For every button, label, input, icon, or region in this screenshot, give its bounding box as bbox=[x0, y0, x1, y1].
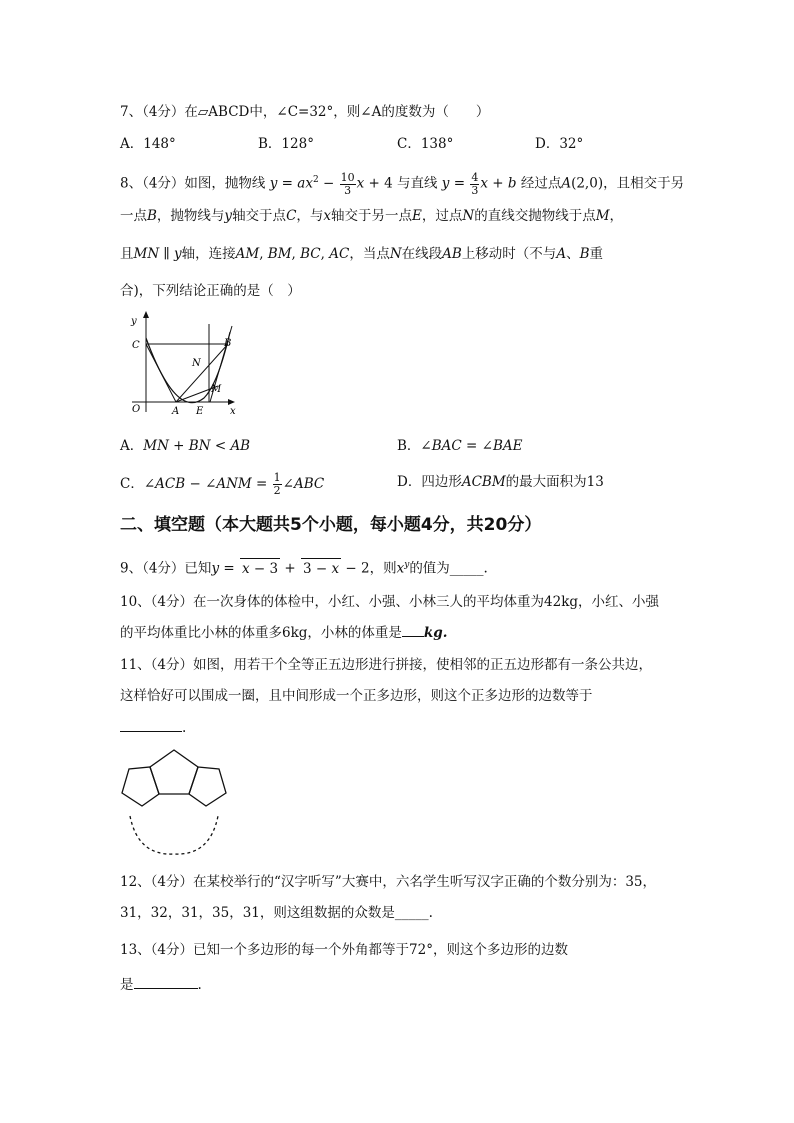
q8-option-b: B．∠BAC = ∠BAE bbox=[397, 438, 523, 454]
q11-line-2: 这样恰好可以围成一圈，且中间形成一个正多边形，则这个正多边形的边数等于 bbox=[120, 688, 593, 704]
label-n: N bbox=[192, 358, 201, 369]
q7-option-b: B．128° bbox=[258, 136, 314, 152]
dashed-arc bbox=[130, 816, 218, 854]
q9-text: 9、（4分）已知y = x − 3 + 3 − x − 2，则$x^y$的值为_____. bbox=[120, 555, 488, 579]
q7-stem: 7、（4分）在▱ABCD中，∠C=32°，则∠A的度数为（ ） bbox=[120, 104, 490, 120]
pentagon-right bbox=[189, 767, 226, 806]
q8-line-4: 合)，下列结论正确的是（ ） bbox=[120, 283, 301, 299]
q8-option-a: A．MN + BN < AB bbox=[120, 438, 251, 454]
q12-line-1: 12、（4分）在某校举行的“汉字听写”大赛中，六名学生听写汉字正确的个数分别为：35， bbox=[120, 874, 656, 890]
q12-line-2: 31，32，31，35，31，则这组数据的众数是_____. bbox=[120, 905, 433, 921]
y-axis-arrow bbox=[143, 311, 149, 318]
q8-parabola-figure bbox=[118, 308, 238, 420]
q8-option-c: C．∠ACB − ∠ANM = $\frac{1}{2}$ ∠ABC bbox=[120, 471, 325, 497]
q10-line-2: 的平均体重比小林的体重多6kg，小林的体重是 kg. bbox=[120, 625, 448, 641]
section-2-title: 二、填空题（本大题共5个小题，每小题4分，共20分） bbox=[120, 515, 542, 535]
label-y: y bbox=[131, 316, 137, 327]
q13-line-1: 13、（4分）已知一个多边形的每一个外角都等于72°，则这个多边形的边数 bbox=[120, 942, 568, 958]
label-m: M bbox=[211, 384, 222, 395]
q7-option-a: A．148° bbox=[120, 136, 176, 152]
label-c: C bbox=[132, 340, 140, 351]
q11-pentagon-figure bbox=[118, 746, 230, 858]
q7-option-d: D．32° bbox=[535, 136, 584, 152]
q8-line-2: 一点B，抛物线与y轴交于点C，与x轴交于另一点E，过点N的直线交抛物线于点M， bbox=[120, 208, 624, 224]
label-x: x bbox=[230, 406, 236, 417]
label-e: E bbox=[196, 406, 204, 417]
q8-line-3: 且MN ∥ y轴，连接AM, BM, BC, AC，当点N在线段AB上移动时（不与A、B重 bbox=[120, 246, 603, 262]
label-o: O bbox=[132, 404, 141, 415]
q8-line-1: 8、（4分）如图，抛物线 $y = ax^2$ − $\frac{10}{3}$ x + 4 与直线 y = $\frac{4}{3}$ x + b 经过点A(2,0)，且相交于另 bbox=[120, 170, 685, 197]
q7-option-c: C．138° bbox=[397, 136, 454, 152]
q8-option-d: D．四边形ACBM的最大面积为13 bbox=[397, 474, 604, 490]
q13-line-2: 是 . bbox=[120, 977, 202, 993]
label-a: A bbox=[172, 406, 180, 417]
label-b: B bbox=[224, 338, 232, 349]
line-ca bbox=[146, 344, 176, 402]
pentagon-left bbox=[122, 767, 159, 806]
q11-line-1: 11、（4分）如图，用若干个全等正五边形进行拼接，使相邻的正五边形都有一条公共边， bbox=[120, 657, 653, 673]
x-axis-arrow bbox=[228, 399, 235, 405]
q10-line-1: 10、（4分）在一次身体的体检中，小红、小强、小林三人的平均体重为42kg，小红、小强 bbox=[120, 594, 660, 610]
q11-line-3: . bbox=[120, 718, 186, 738]
